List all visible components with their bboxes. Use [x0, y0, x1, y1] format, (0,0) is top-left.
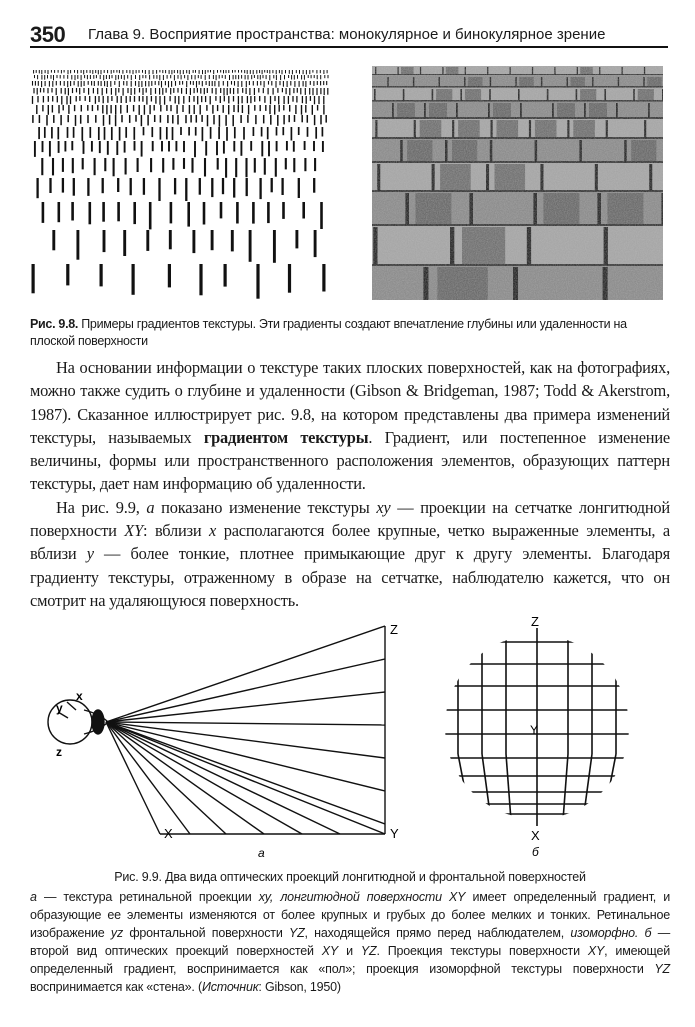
eye-label-z: z	[56, 745, 62, 759]
sub-label-a: а	[258, 846, 265, 860]
label-y-a: Y	[390, 826, 399, 841]
c2: — текстура ретинальной проекции	[36, 890, 259, 904]
c9: изоморфно. б	[570, 926, 652, 940]
c19: Источник	[201, 980, 259, 994]
p2-i4: x	[209, 521, 217, 541]
c6: фронтальной поверхности	[123, 926, 289, 940]
c20: : Gibson, 1950)	[258, 980, 341, 994]
c1: а	[30, 890, 37, 904]
figure-9-8-pavement-photo	[372, 66, 663, 300]
c13: YZ	[360, 944, 377, 958]
figure-9-8-caption-text: Примеры градиентов текстуры. Эти градиенты создают впечатление глубины или удаленности на плоской поверхности	[30, 317, 627, 348]
c11: XY	[321, 944, 339, 958]
eye-label-x: x	[76, 689, 83, 703]
figure-9-9-caption	[30, 868, 670, 996]
c5: yz	[110, 926, 123, 940]
c18: воспринимается как «стена». (	[30, 980, 202, 994]
p2-b: показано изменение текстуры	[154, 497, 377, 517]
c10: — второй вид оптических проекций поверхностей	[30, 926, 670, 958]
c17: YZ	[654, 962, 670, 976]
label-z-b: Z	[531, 614, 539, 629]
page-number: 350	[30, 22, 66, 47]
c8: , находящейся прямо перед наблюдателем,	[304, 926, 571, 940]
p2-a: На рис. 9.9,	[56, 497, 147, 517]
figure-9-9-caption-text	[30, 888, 670, 996]
p2-i3: XY	[124, 521, 143, 541]
p2-i1: а	[146, 497, 155, 517]
paragraph-1-text-a: На основании информации о текстуре таких плоских поверхностей, как на фотографиях, можно также судить о глубине и удаленности (Gibson & Bridgeman, 1987; Todd & Akerstrom, 1987). Сказанное иллюстрирует рис. 9.8, на котором представлены два примера изменений текстуры, называемых	[30, 358, 670, 447]
figure-9-9a-diagram	[40, 614, 420, 864]
label-x-a: X	[164, 826, 173, 841]
c14: . Проекция текстуры поверхности	[376, 944, 588, 958]
c16: , имеющей определенный градиент, воспринимается как «пол»; проекция изоморфной текстуры поверхности	[30, 944, 670, 976]
figure-9-9b-diagram	[430, 614, 650, 864]
paragraph-1-text-b: . Градиент, или постепенное изменение величины, формы или пространственного расположения элементов, образующих паттерн текстуры, дает нам информацию об удаленности.	[30, 427, 670, 494]
paragraph-2	[30, 496, 670, 612]
paragraph-1	[30, 356, 670, 496]
p2-f: — более тонкие, плотнее примыкающие друг к другу элементы. Благодаря градиенту текстуры, отраженному в образе на сетчатке, наблюдателю кажется, что он смотрит на удаляющуюся поверхность.	[30, 544, 670, 610]
running-title: Глава 9. Восприятие пространства: монокулярное и бинокулярное зрение	[88, 26, 606, 43]
p2-c: — проекции на сетчатке лонгитюдной поверхности	[30, 497, 670, 541]
figure-9-9-caption-title: Рис. 9.9. Два вида оптических проекций лонгитюдной и фронтальной поверхностей	[114, 870, 586, 884]
figure-9-8-caption-label: Рис. 9.8.	[30, 317, 79, 331]
c3: xy, лонгитюдной поверхности XY	[258, 890, 466, 904]
c15: XY	[587, 944, 605, 958]
p2-d: : вблизи	[143, 521, 210, 541]
figure-9-8-caption	[30, 316, 670, 350]
figure-9-8-line-gradient	[30, 68, 330, 300]
body-text	[30, 356, 670, 612]
label-x-b: X	[531, 828, 540, 843]
term-texture-gradient: градиентом текстуры	[203, 427, 369, 447]
p2-i2: xy	[376, 497, 391, 517]
c7: YZ	[288, 926, 305, 940]
p2-i5: y	[86, 544, 94, 564]
sub-label-b: б	[532, 845, 539, 859]
c12: и	[338, 944, 361, 958]
c4: имеет определенный градиент, и образующие ее элементы изменяются от более крупных и грубых до более мелких и тонких. Ретинальное изображение	[30, 890, 670, 940]
p2-e: располагаются более крупные, четко выраженные элементы, а вблизи	[30, 521, 670, 564]
eye-shape	[48, 700, 92, 744]
page-header	[30, 22, 668, 48]
label-y-b: Y	[530, 723, 539, 737]
eye-label-y: y	[56, 701, 63, 715]
label-z-a: Z	[390, 622, 398, 637]
